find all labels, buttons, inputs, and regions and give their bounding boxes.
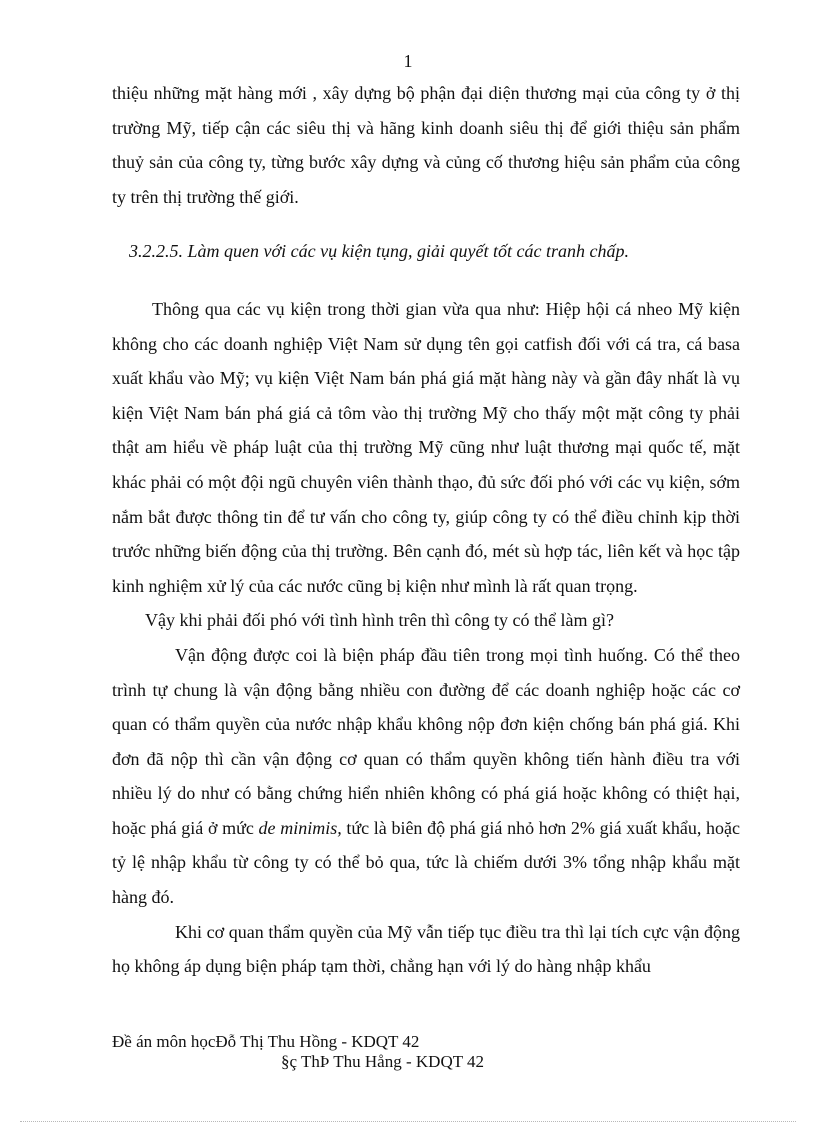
paragraph-continuation: thiệu những mặt hàng mới , xây dựng bộ phận đại diện thương mại của công ty ở thị trường Mỹ, tiếp cận các siêu thị và hãng kinh doanh siêu thị để giới thiệu sản phẩm thuỷ sản của công ty, từng bước xây dựng và củng cố thương hiệu sản phẩm của công ty trên thị trường thế giới. — [112, 83, 740, 207]
paragraph-continued-investigation: Khi cơ quan thẩm quyền của Mỹ vẫn tiếp tục điều tra thì lại tích cực vận động họ không áp dụng biện pháp tạm thời, chẳng hạn với lý do hàng nhập khẩu — [112, 921, 740, 977]
page-bottom-divider — [20, 1121, 796, 1122]
paragraph-lobbying-italic-term: de minimis, — [258, 817, 342, 838]
footer-line-1: Đề án môn họcĐỗ Thị Thu Hồng - KDQT 42 — [112, 1032, 420, 1051]
footer-line-2: §ç ThÞ Thu Hång - KDQT 42 — [281, 1052, 485, 1071]
paragraph-lobbying — [112, 638, 740, 915]
paragraph-lobbying-text-1: Vận động được coi là biện pháp đầu tiên trong mọi tình huống. Có thể theo trình tự chung là vận động bằng nhiều con đường để các doanh nghiệp hoặc các cơ quan có thẩm quyền của nước nhập khẩu không nộp đơn kiện chống bán phá giá. Khi đơn đã nộp thì cần vận động cơ quan có thẩm quyền không tiến hành điều tra với nhiều lý do như có bằng chứng hiển nhiên không có phá giá hoặc không có thiệt hại, hoặc phá giá ở mức — [112, 644, 740, 838]
section-heading: 3.2.2.5. Làm quen với các vụ kiện tụng, giải quyết tốt các tranh chấp. — [129, 241, 630, 262]
paragraph-lawsuits: Thông qua các vụ kiện trong thời gian vừa qua như: Hiệp hội cá nheo Mỹ kiện không cho các doanh nghiệp Việt Nam sử dụng tên gọi catfish đối với cá tra, cá basa xuất khẩu vào Mỹ; vụ kiện Việt Nam bán phá giá mặt hàng này và gần đây nhất là vụ kiện Việt Nam bán phá giá cả tôm vào thị trường Mỹ cho thấy một mặt công ty phải thật am hiểu về pháp luật của thị trường Mỹ cũng như luật thương mại quốc tế, mặt khác phải có một đội ngũ chuyên viên thành thạo, đủ sức đối phó với các vụ kiện, sớm nắm bắt được thông tin để tư vấn cho công ty, giúp công ty có thể điều chỉnh kịp thời trước những biến động của thị trường. Bên cạnh đó, mét sù hợp tác, liên kết và học tập kinh nghiệm xử lý của các nước cũng bị kiện như mình là rất quan trọng. — [112, 298, 740, 596]
paragraph-question: Vậy khi phải đối phó với tình hình trên thì công ty có thể làm gì? — [145, 610, 614, 631]
page-number: 1 — [403, 51, 413, 71]
document-body — [112, 76, 740, 984]
paragraph-lobbying-text-2: tức là biên độ phá giá nhỏ hơn 2% giá xuất khẩu, hoặc tỷ lệ nhập khẩu từ công ty có thể bỏ qua, tức là chiếm dưới 3% tổng nhập khẩu mặt hàng đó. — [112, 817, 741, 908]
